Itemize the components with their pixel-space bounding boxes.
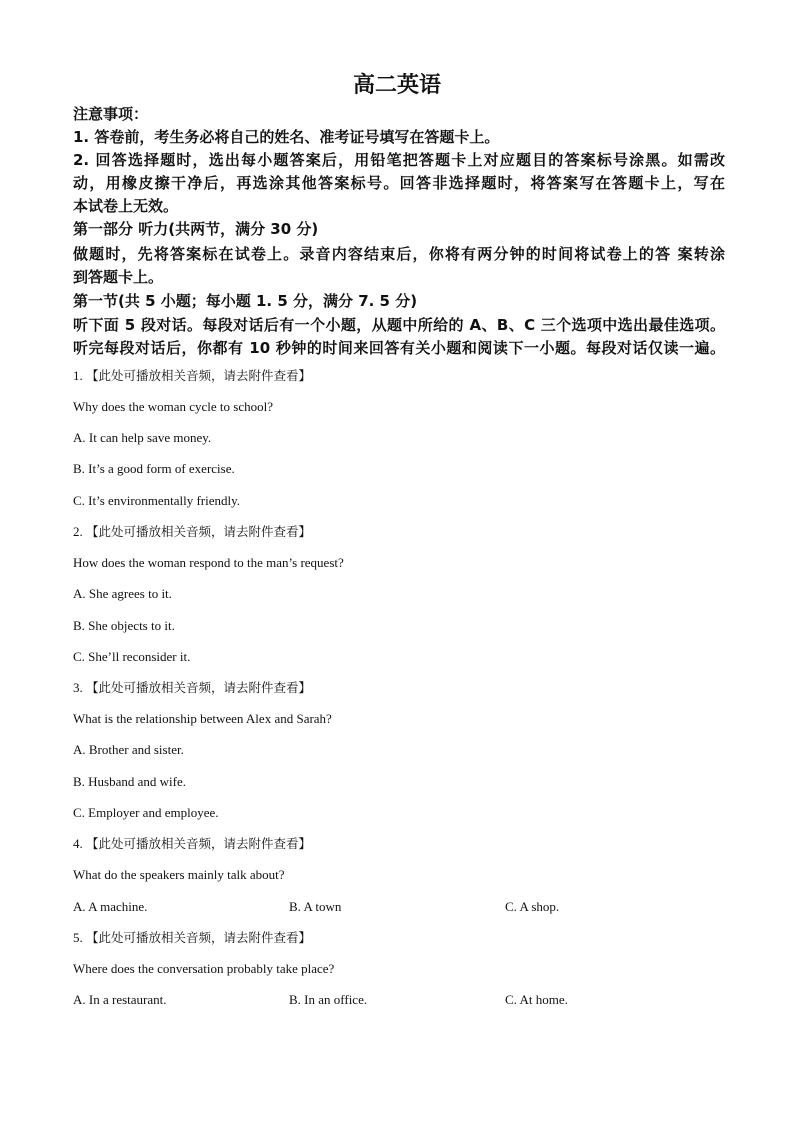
option-c: C. It’s environmentally friendly. bbox=[73, 493, 241, 508]
section1-desc-line-2: 听完每段对话后，你都有 10 秒钟的时间来回答有关小题和阅读下一小题。每段对话仅读一遍。 bbox=[73, 339, 725, 357]
option-b: B. Husband and wife. bbox=[73, 774, 187, 789]
question-text: What do the speakers mainly talk about? bbox=[73, 867, 285, 882]
question-number: 4. bbox=[73, 836, 83, 851]
option-c: C. A shop. bbox=[505, 899, 560, 914]
question-audio-note bbox=[73, 929, 311, 946]
section1-heading: 第一节(共 5 小题；每小题 1. 5 分，满分 7. 5 分) bbox=[73, 292, 418, 310]
audio-placeholder: 【此处可播放相关音频，请去附件查看】 bbox=[86, 836, 312, 851]
part1-desc-line-1: 做题时，先将答案标在试卷上。录音内容结束后，你将有两分钟的时间将试卷上的答 案转涂 bbox=[73, 245, 725, 263]
notes-item-2-line-2: 动，用橡皮擦干净后，再选涂其他答案标号。回答非选择题时，将答案写在答题卡上，写在 bbox=[73, 174, 725, 192]
part1-heading: 第一部分 听力(共两节，满分 30 分) bbox=[73, 220, 319, 238]
options-row bbox=[73, 991, 725, 1008]
option-c: C. She’ll reconsider it. bbox=[73, 649, 191, 664]
notes-item-2-line-1: 2. 回答选择题时，选出每小题答案后，用铅笔把答题卡上对应题目的答案标号涂黑。如需改 bbox=[73, 151, 725, 169]
audio-placeholder: 【此处可播放相关音频，请去附件查看】 bbox=[86, 930, 312, 945]
question-number: 1. bbox=[73, 368, 83, 383]
question-number: 2. bbox=[73, 524, 83, 539]
option-c: C. At home. bbox=[505, 992, 568, 1007]
question-audio-note bbox=[73, 523, 311, 540]
notes-heading: 注意事项： bbox=[73, 105, 149, 123]
question-audio-note bbox=[73, 679, 311, 696]
option-a: A. In a restaurant. bbox=[73, 992, 167, 1007]
option-a: A. It can help save money. bbox=[73, 430, 212, 445]
option-b: B. In an office. bbox=[289, 992, 368, 1007]
option-a: A. A machine. bbox=[73, 899, 148, 914]
audio-placeholder: 【此处可播放相关音频，请去附件查看】 bbox=[86, 524, 312, 539]
question-text: Why does the woman cycle to school? bbox=[73, 399, 273, 414]
question-audio-note bbox=[73, 835, 311, 852]
option-a: A. She agrees to it. bbox=[73, 586, 172, 601]
option-a: A. Brother and sister. bbox=[73, 742, 184, 757]
question-number: 3. bbox=[73, 680, 83, 695]
notes-item-1: 1. 答卷前，考生务必将自己的姓名、准考证号填写在答题卡上。 bbox=[73, 128, 500, 146]
question-text: What is the relationship between Alex and Sarah? bbox=[73, 711, 332, 726]
page-title: 高二英语 bbox=[352, 72, 441, 98]
section1-desc-line-1: 听下面 5 段对话。每段对话后有一个小题，从题中所给的 A、B、C 三个选项中选出最佳选项。 bbox=[73, 316, 725, 334]
notes-item-2-line-3: 本试卷上无效。 bbox=[73, 197, 179, 215]
audio-placeholder: 【此处可播放相关音频，请去附件查看】 bbox=[86, 368, 312, 383]
option-b: B. A town bbox=[289, 899, 342, 914]
question-text: How does the woman respond to the man’s request? bbox=[73, 555, 344, 570]
option-b: B. It’s a good form of exercise. bbox=[73, 461, 235, 476]
options-row bbox=[73, 898, 725, 915]
option-c: C. Employer and employee. bbox=[73, 805, 219, 820]
option-b: B. She objects to it. bbox=[73, 618, 175, 633]
question-text: Where does the conversation probably take place? bbox=[73, 961, 335, 976]
audio-placeholder: 【此处可播放相关音频，请去附件查看】 bbox=[86, 680, 312, 695]
part1-desc-line-2: 到答题卡上。 bbox=[73, 268, 164, 286]
question-number: 5. bbox=[73, 930, 83, 945]
question-audio-note bbox=[73, 367, 311, 384]
